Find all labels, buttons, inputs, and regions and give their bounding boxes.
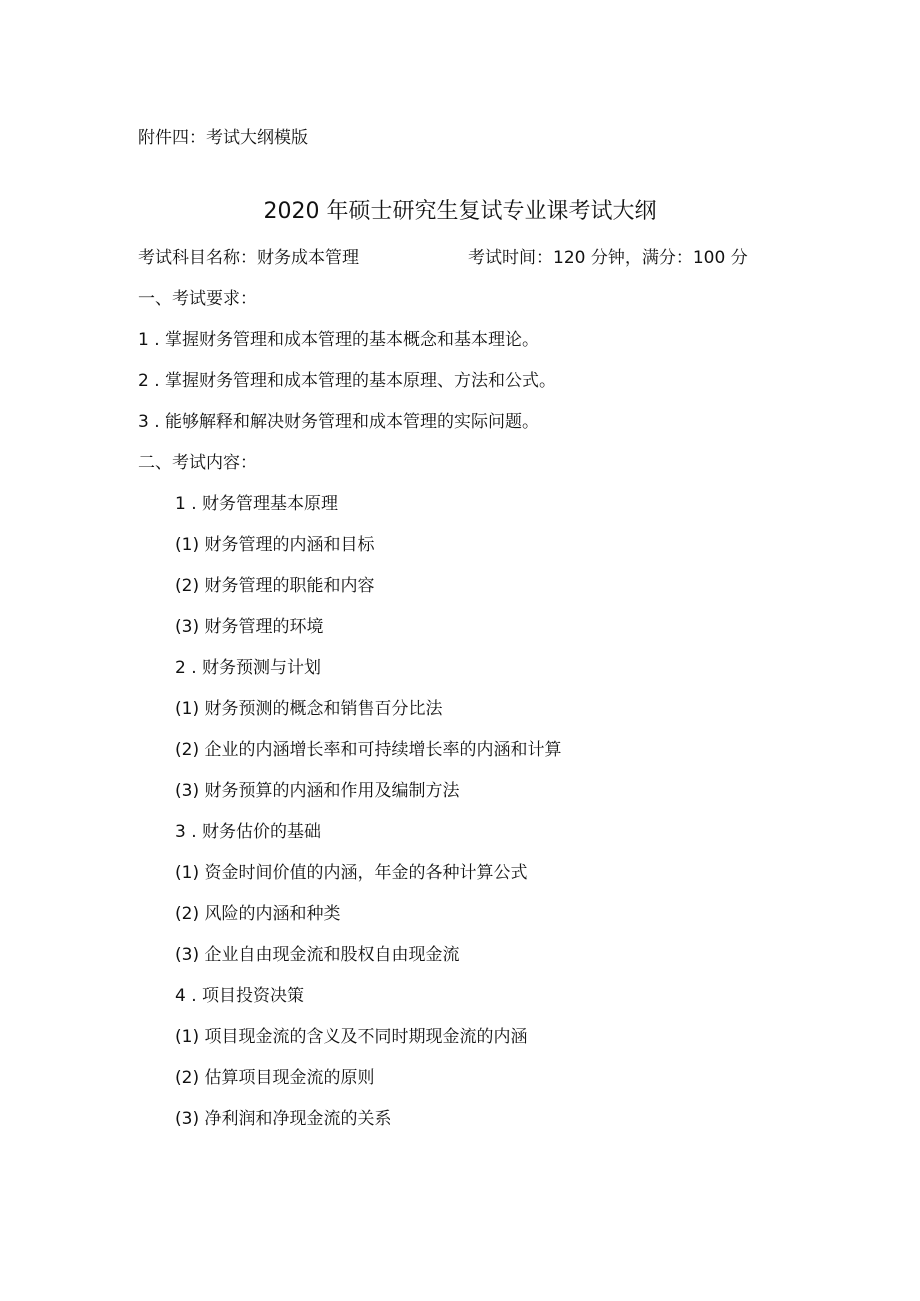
content-subitem: (2) 估算项目现金流的原则	[175, 1068, 375, 1088]
content-topic: 3 . 财务估价的基础	[175, 822, 322, 842]
content-subitem: (3) 净利润和净现金流的关系	[175, 1109, 392, 1129]
content-topic: 4 . 项目投资决策	[175, 986, 305, 1006]
content-subitem: (1) 财务管理的内涵和目标	[175, 535, 375, 555]
content-subitem: (3) 财务管理的环境	[175, 617, 324, 637]
content-subitem: (1) 资金时间价值的内涵，年金的各种计算公式	[175, 863, 528, 883]
content-subitem: (3) 企业自由现金流和股权自由现金流	[175, 945, 460, 965]
content-topic: 2 . 财务预测与计划	[175, 658, 322, 678]
content-subitem: (2) 财务管理的职能和内容	[175, 576, 375, 596]
content-topic: 1 . 财务管理基本原理	[175, 494, 339, 514]
content-subitem: (1) 项目现金流的含义及不同时期现金流的内涵	[175, 1027, 528, 1047]
page-title: 2020 年硕士研究生复试专业课考试大纲	[263, 199, 657, 224]
requirement-item: 3 . 能够解释和解决财务管理和成本管理的实际问题。	[138, 412, 540, 432]
section-heading-requirements: 一、考试要求：	[138, 289, 257, 309]
content-subitem: (3) 财务预算的内涵和作用及编制方法	[175, 781, 460, 801]
attachment-label: 附件四：考试大纲模版	[138, 128, 308, 148]
exam-time-and-score: 考试时间：120 分钟，满分：100 分	[468, 248, 748, 268]
content-subitem: (1) 财务预测的概念和销售百分比法	[175, 699, 443, 719]
exam-subject: 考试科目名称：财务成本管理	[138, 248, 359, 268]
requirement-item: 2 . 掌握财务管理和成本管理的基本原理、方法和公式。	[138, 371, 557, 391]
content-subitem: (2) 风险的内涵和种类	[175, 904, 341, 924]
content-subitem: (2) 企业的内涵增长率和可持续增长率的内涵和计算	[175, 740, 562, 760]
section-heading-content: 二、考试内容：	[138, 453, 257, 473]
requirement-item: 1 . 掌握财务管理和成本管理的基本概念和基本理论。	[138, 330, 540, 350]
